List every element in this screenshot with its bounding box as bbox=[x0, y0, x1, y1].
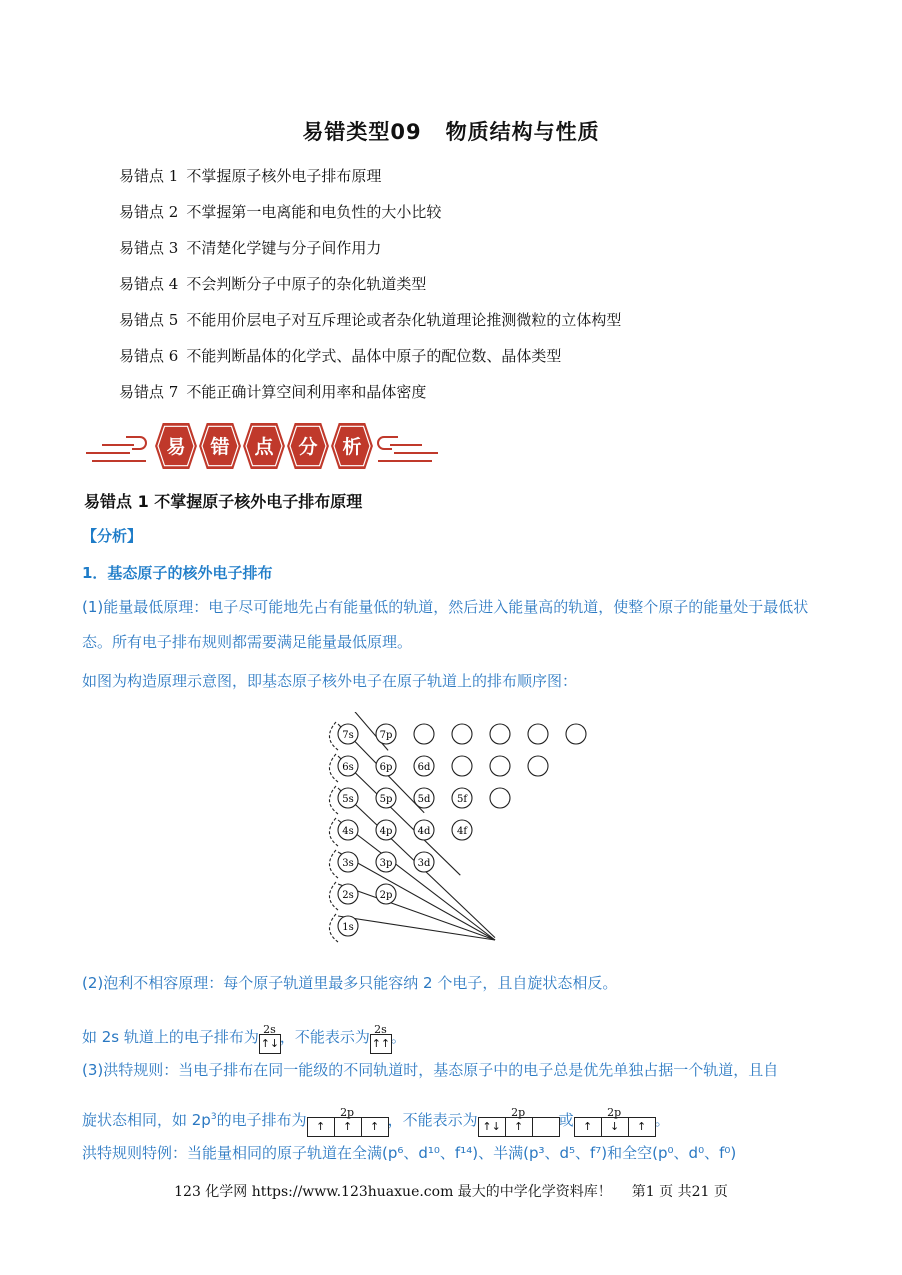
banner-char: 析 bbox=[342, 436, 362, 458]
orbital-box: ↑ bbox=[628, 1117, 656, 1137]
hund-example-text: 或 bbox=[558, 1111, 574, 1129]
toc-number: 易错点 1 bbox=[119, 167, 179, 185]
toc-number: 易错点 2 bbox=[119, 203, 179, 221]
orbital-circle bbox=[566, 724, 586, 744]
toc-item bbox=[119, 162, 621, 198]
toc-text: 不会判断分子中原子的杂化轨道类型 bbox=[186, 275, 427, 293]
orbital-label: 5d bbox=[417, 794, 431, 805]
order-arrow bbox=[338, 916, 495, 940]
orbital-label: 2p bbox=[379, 890, 393, 901]
toc-text: 不能正确计算空间利用率和晶体密度 bbox=[186, 383, 427, 401]
orbital-label: 2s bbox=[374, 1023, 387, 1036]
orbital-label: 3s bbox=[342, 858, 354, 869]
banner-char: 错 bbox=[210, 436, 230, 458]
toc-number: 易错点 6 bbox=[119, 347, 179, 365]
banner-char: 易 bbox=[166, 436, 186, 458]
orbital-label: 5f bbox=[456, 794, 468, 805]
orbital-box: ↑↓ bbox=[478, 1117, 506, 1137]
toc-text: 不能用价层电子对互斥理论或者杂化轨道理论推测微粒的立体构型 bbox=[186, 311, 622, 329]
orbital-box: ↑↑ bbox=[370, 1034, 392, 1054]
orbital-label: 7s bbox=[342, 730, 354, 741]
orbital-label: 2p bbox=[511, 1106, 526, 1119]
order-return-arrow bbox=[329, 754, 338, 782]
orbital-label: 4s bbox=[342, 826, 354, 837]
orbital-label: 3p bbox=[379, 858, 393, 869]
toc-item bbox=[119, 198, 621, 234]
banner-char: 点 bbox=[254, 436, 274, 458]
order-return-arrow bbox=[329, 882, 338, 910]
pauli-example-text: 如 2s 轨道上的电子排布为 bbox=[82, 1028, 259, 1046]
orbital-label: 2p bbox=[340, 1106, 355, 1119]
orbital-label: 5s bbox=[342, 794, 354, 805]
orbital-box: ↑ bbox=[574, 1117, 602, 1137]
orbital-circle bbox=[414, 724, 434, 744]
order-return-arrow bbox=[329, 818, 338, 846]
toc-number: 易错点 3 bbox=[119, 239, 179, 257]
document-title bbox=[0, 116, 902, 146]
hund-example-text: 。 bbox=[654, 1111, 670, 1129]
pauli-example-text: 。 bbox=[390, 1028, 406, 1046]
orbital-label: 6s bbox=[342, 762, 354, 773]
banner-char: 分 bbox=[298, 436, 318, 458]
orbital-circle bbox=[528, 724, 548, 744]
order-arrow bbox=[338, 820, 495, 940]
hund-example-text: ，不能表示为 bbox=[387, 1111, 478, 1129]
orbital-label: 2s bbox=[263, 1023, 276, 1036]
orbital-circle bbox=[490, 788, 510, 808]
orbital-circle bbox=[490, 724, 510, 744]
aufbau-diagram bbox=[315, 712, 590, 952]
toc-item bbox=[119, 378, 621, 414]
orbital-label: 1s bbox=[342, 922, 354, 933]
title-main: 易错类型09 bbox=[302, 120, 422, 144]
orbital-label: 6p bbox=[379, 762, 393, 773]
orbital-label: 4f bbox=[456, 826, 468, 837]
toc-text: 不清楚化学键与分子间作用力 bbox=[186, 239, 382, 257]
orbital-box: ↑↓ bbox=[259, 1034, 281, 1054]
page-footer bbox=[0, 1181, 902, 1201]
toc-item bbox=[119, 270, 621, 306]
footer-page-number: 第1 页 共21 页 bbox=[631, 1184, 728, 1200]
orbital-label: 6d bbox=[417, 762, 431, 773]
toc-item bbox=[119, 234, 621, 270]
section-heading: 易错点 1 不掌握原子核外电子排布原理 bbox=[84, 492, 363, 511]
energy-minimum-paragraph: (1)能量最低原理：电子尽可能地先占有能量低的轨道，然后进入能量高的轨道，使整个原子的能量处于最低状态。所有电子排布规则都需要满足能量最低原理。 bbox=[82, 598, 809, 651]
pauli-paragraph: (2)泡利不相容原理：每个原子轨道里最多只能容纳 2 个电子，且自旋状态相反。 bbox=[82, 974, 618, 992]
toc-item bbox=[119, 306, 621, 342]
error-point-list bbox=[119, 162, 621, 414]
orbital-box: ↑ bbox=[361, 1117, 389, 1137]
orbital-box: ↓ bbox=[601, 1117, 629, 1137]
subsection-heading: 1．基态原子的核外电子排布 bbox=[82, 564, 273, 582]
orbital-box: ↑ bbox=[334, 1117, 362, 1137]
orbital-box: ↑ bbox=[307, 1117, 335, 1137]
orbital-circle bbox=[452, 724, 472, 744]
toc-text: 不能判断晶体的化学式、晶体中原子的配位数、晶体类型 bbox=[186, 347, 562, 365]
orbital-label: 5p bbox=[379, 794, 393, 805]
orbital-label: 7p bbox=[379, 730, 393, 741]
toc-number: 易错点 4 bbox=[119, 275, 179, 293]
order-return-arrow bbox=[329, 722, 338, 750]
order-return-arrow bbox=[329, 850, 338, 878]
orbital-box: ↑ bbox=[505, 1117, 533, 1137]
toc-number: 易错点 7 bbox=[119, 383, 179, 401]
title-sub: 物质结构与性质 bbox=[445, 120, 600, 144]
orbital-circle bbox=[528, 756, 548, 776]
toc-text: 不掌握第一电离能和电负性的大小比较 bbox=[186, 203, 442, 221]
toc-number: 易错点 5 bbox=[119, 311, 179, 329]
hund-example-text: 的电子排布为 bbox=[216, 1111, 307, 1129]
orbital-label: 2s bbox=[342, 890, 354, 901]
order-return-arrow bbox=[329, 914, 338, 942]
hund-example-text: 旋状态相同，如 2p bbox=[82, 1111, 211, 1129]
orbital-circle bbox=[452, 756, 472, 776]
toc-text: 不掌握原子核外电子排布原理 bbox=[186, 167, 382, 185]
superscript: 3 bbox=[210, 1112, 217, 1122]
footer-site: 123 化学网 https://www.123huaxue.com 最大的中学化学资料库！ bbox=[174, 1184, 612, 1200]
left-scroll-decoration bbox=[86, 437, 146, 461]
orbital-circle bbox=[490, 756, 510, 776]
right-scroll-decoration bbox=[378, 437, 438, 461]
hund-exception-paragraph: 洪特规则特例：当能量相同的原子轨道在全满(p⁶、d¹⁰、f¹⁴)、半满(p³、d⁵、f⁷)和全空(p⁰、d⁰、f⁰) bbox=[82, 1144, 737, 1162]
error-analysis-banner bbox=[82, 417, 442, 475]
hund-paragraph: (3)洪特规则：当电子排布在同一能级的不同轨道时，基态原子中的电子总是优先单独占据一个轨道，且自 bbox=[82, 1061, 779, 1079]
orbital-label: 2p bbox=[607, 1106, 622, 1119]
orbital-label: 3d bbox=[417, 858, 431, 869]
diagram-intro-paragraph: 如图为构造原理示意图，即基态原子核外电子在原子轨道上的排布顺序图： bbox=[82, 672, 578, 690]
toc-item bbox=[119, 342, 621, 378]
order-arrow bbox=[338, 884, 495, 940]
analysis-label: 【分析】 bbox=[82, 527, 143, 545]
order-return-arrow bbox=[329, 786, 338, 814]
pauli-example-text: ，不能表示为 bbox=[279, 1028, 370, 1046]
orbital-label: 4p bbox=[379, 826, 393, 837]
orbital-label: 4d bbox=[417, 826, 431, 837]
